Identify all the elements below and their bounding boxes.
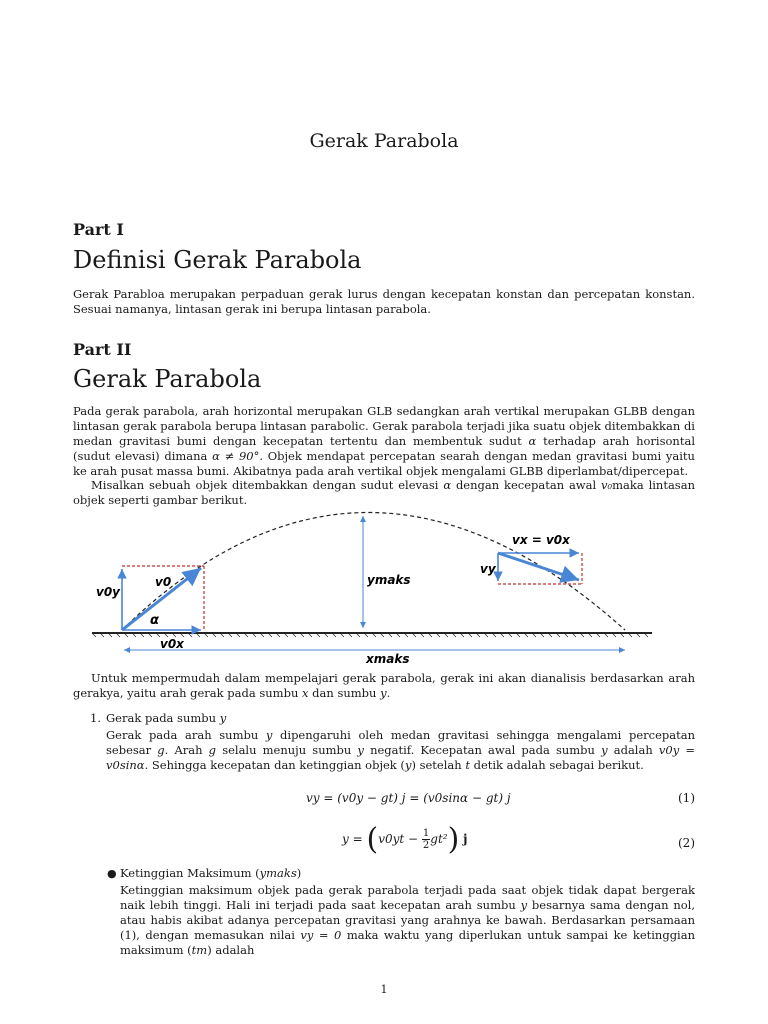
page-number: 1 xyxy=(380,983,388,996)
equation-1: vy = (v0y − gt) j = (v0sinα − gt) j xyxy=(306,791,511,805)
xmaks-label: xmaks xyxy=(366,652,410,666)
list-item-heading: Gerak pada sumbu y xyxy=(106,711,227,725)
part2-paragraph-3: Untuk mempermudah dalam mempelajari gerak parabola, gerak ini akan dianalisis berdasarkan arah gerakya, yaitu arah gerak pada sumbu x dan sumbu y. xyxy=(73,671,695,700)
list-item-body: Gerak pada arah sumbu y dipengaruhi oleh medan gravitasi sehingga mengalami percepatan sebesar g. Arah g selalu menuju sumbu y negatif. Kecepatan awal pada sumbu y adalah v0y = v0sinα. Sehingga kecepatan dan ketinggian objek (y) setelah t detik adalah sebagai berikut. xyxy=(106,728,695,772)
v-arrow xyxy=(498,553,579,580)
equation-2: y = (v0yt − $\frac{1}{2}$ gt²) j xyxy=(342,822,468,857)
bullet-heading: Ketinggian Maksimum (ymaks) xyxy=(120,866,302,880)
part2-title: Gerak Parabola xyxy=(73,365,262,393)
part2-number: Part II xyxy=(73,340,132,359)
bullet-marker: ● xyxy=(107,867,117,880)
vy-label: vy xyxy=(480,562,496,576)
document-title: Gerak Parabola xyxy=(309,130,459,152)
list-item-number: 1. xyxy=(90,711,101,725)
vx-label: vx = v0x xyxy=(512,533,570,547)
part2-paragraph-2: Misalkan sebuah objek ditembakkan dengan sudut elevasi α dengan kecepatan awal v₀maka lintasan objek seperti gambar berikut. xyxy=(73,478,695,507)
v0-label: v0 xyxy=(155,575,172,589)
ymaks-label: ymaks xyxy=(367,573,411,587)
projectile-figure xyxy=(0,500,768,670)
part1-text: Gerak Parabloa merupakan perpaduan gerak lurus dengan kecepatan konstan dan percepatan konstan. Sesuai namanya, lintasan gerak ini berupa lintasan parabola. xyxy=(73,287,695,316)
part1-number: Part I xyxy=(73,220,124,239)
bullet-body: Ketinggian maksimum objek pada gerak parabola terjadi pada saat objek tidak dapat bergerak naik lebih tinggi. Hali ini terjadi pada saat kecepatan arah sumbu y besarnya sama dengan nol, atau habis akibat adanya percepatan gravitasi yang arahnya ke bawah. Berdasarkan persamaan (1), dengan memasukan nilai vy = 0 maka waktu yang diperlukan untuk sampai ke ketinggian maksimum (tm) adalah xyxy=(120,883,696,957)
v0x-label: v0x xyxy=(160,637,184,651)
part1-title: Definisi Gerak Parabola xyxy=(73,246,362,274)
v0y-label: v0y xyxy=(96,585,120,599)
equation-1-number: (1) xyxy=(678,791,695,805)
alpha-label: α xyxy=(150,613,159,628)
part2-paragraph-1: Pada gerak parabola, arah horizontal merupakan GLB sedangkan arah vertikal merupakan GLBB dengan lintasan gerak parabola berupa lintasan parabolic. Gerak parabola terjadi jika suatu objek ditembakkan di medan gravitasi bumi dengan kecepatan tertentu dan membentuk sudut α terhadap arah horisontal (sudut elevasi) dimana α ≠ 90°. Objek mendapat percepatan searah dengan medan gravitasi bumi yaitu ke arah pusat massa bumi. Akibatnya pada arah vertikal objek mengalami GLBB diperlambat/dipercepat. xyxy=(73,404,695,478)
equation-2-number: (2) xyxy=(678,836,695,850)
